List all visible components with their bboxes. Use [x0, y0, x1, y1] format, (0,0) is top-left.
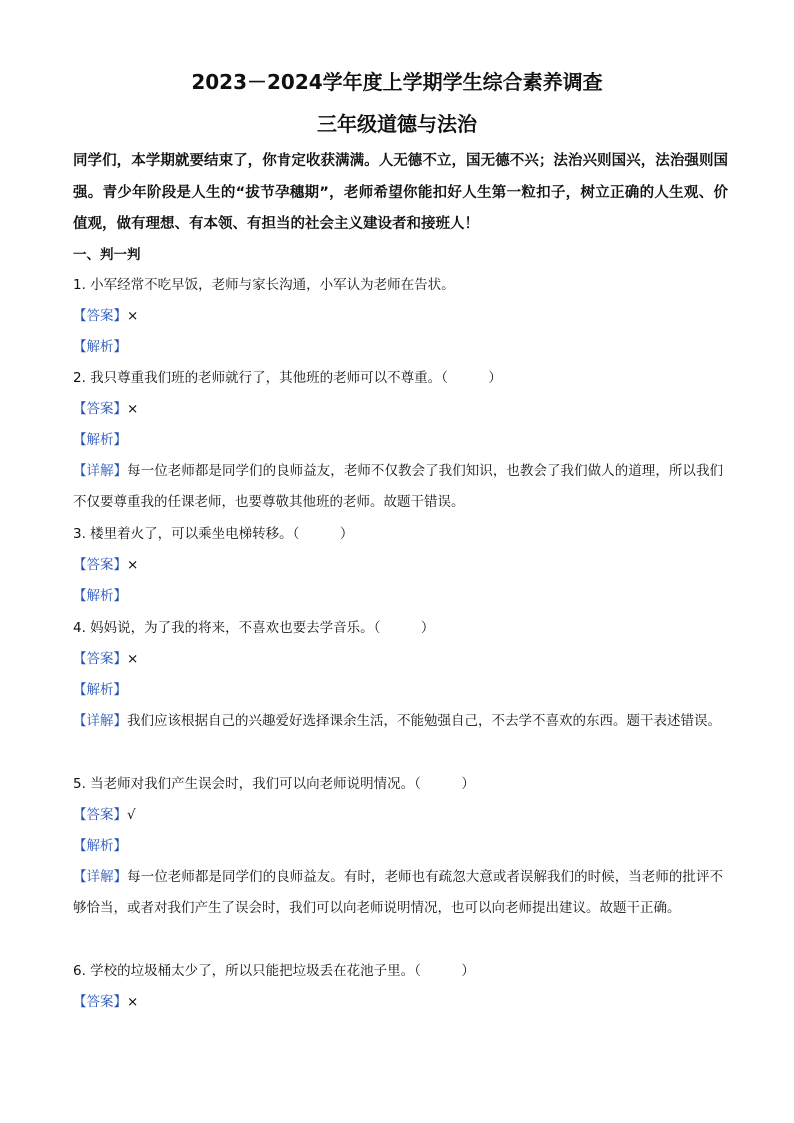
- answer-label: 【答案】: [73, 557, 127, 573]
- question-3: 3. 楼里着火了，可以乘坐电梯转移。（ ）: [73, 526, 354, 542]
- answer-row-4: [73, 649, 138, 669]
- document-title: 2023－2024学年度上学期学生综合素养调查: [191, 70, 603, 94]
- answer-row-2: [73, 399, 138, 419]
- section-heading: 一、判一判: [73, 247, 141, 263]
- answer-row-6: [73, 992, 138, 1012]
- detail-label: 【详解】: [73, 869, 128, 885]
- analysis-label-2: 【解析】: [73, 432, 127, 448]
- question-1: 1. 小军经常不吃早饭，老师与家长沟通，小军认为老师在告状。: [73, 277, 455, 293]
- answer-value: ×: [127, 557, 139, 573]
- question-4: 4. 妈妈说，为了我的将来，不喜欢也要去学音乐。（ ）: [73, 620, 435, 636]
- answer-value: ×: [127, 401, 139, 417]
- answer-value: ×: [127, 308, 139, 324]
- answer-row-5: [73, 805, 136, 825]
- answer-label: 【答案】: [73, 994, 127, 1010]
- answer-label: 【答案】: [73, 651, 127, 667]
- question-6: 6. 学校的垃圾桶太少了，所以只能把垃圾丢在花池子里。（ ）: [73, 963, 475, 979]
- detail-paragraph-2: [73, 456, 723, 518]
- detail-paragraph-4: [73, 706, 723, 737]
- answer-label: 【答案】: [73, 401, 127, 417]
- question-5: 5. 当老师对我们产生误会时，我们可以向老师说明情况。（ ）: [73, 776, 475, 792]
- detail-text: 我们应该根据自己的兴趣爱好选择课余生活，不能勉强自己，不去学不喜欢的东西。题干表述错误。: [127, 713, 721, 729]
- answer-value: √: [127, 807, 136, 823]
- detail-text: 每一位老师都是同学们的良师益友，老师不仅教会了我们知识，也教会了我们做人的道理，所以我们不仅要尊重我的任课老师，也要尊敬其他班的老师。故题干错误。: [73, 463, 724, 510]
- detail-text: 每一位老师都是同学们的良师益友。有时，老师也有疏忽大意或者误解我们的时候，当老师的批评不够恰当，或者对我们产生了误会时，我们可以向老师说明情况，也可以向老师提出建议。故题干正确。: [73, 869, 724, 916]
- answer-row-3: [73, 555, 138, 575]
- detail-label: 【详解】: [73, 713, 127, 729]
- analysis-label-5: 【解析】: [73, 838, 127, 854]
- detail-paragraph-5: [73, 862, 723, 924]
- answer-value: ×: [127, 651, 139, 667]
- analysis-label-4: 【解析】: [73, 682, 127, 698]
- analysis-label-3: 【解析】: [73, 588, 127, 604]
- detail-label: 【详解】: [73, 463, 128, 479]
- question-2: 2. 我只尊重我们班的老师就行了，其他班的老师可以不尊重。（ ）: [73, 370, 502, 386]
- answer-value: ×: [127, 994, 139, 1010]
- document-subtitle: 三年级道德与法治: [317, 112, 477, 136]
- intro-paragraph: 同学们，本学期就要结束了，你肯定收获满满。人无德不立，国无德不兴；法治兴则国兴，法治强则国强。青少年阶段是人生的“拔节孕穗期”，老师希望你能扣好人生第一粒扣子，树立正确的人生观、价值观，做有理想、有本领、有担当的社会主义建设者和接班人！: [73, 153, 728, 232]
- answer-label: 【答案】: [73, 807, 127, 823]
- analysis-label-1: 【解析】: [73, 339, 127, 355]
- answer-row-1: [73, 306, 138, 326]
- answer-label: 【答案】: [73, 308, 127, 324]
